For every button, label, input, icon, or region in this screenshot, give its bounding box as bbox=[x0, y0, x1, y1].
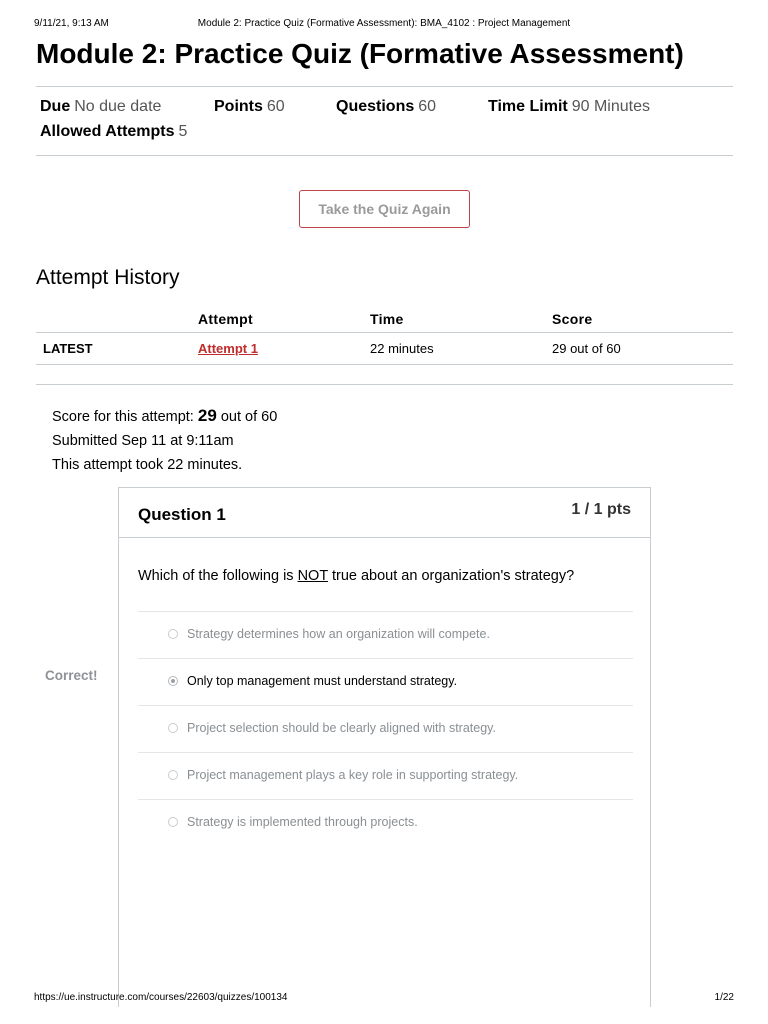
detail-questions bbox=[336, 98, 436, 116]
score-line bbox=[52, 404, 277, 429]
radio-button bbox=[168, 629, 178, 639]
detail-due-label: Due bbox=[40, 98, 71, 115]
question-text-after: true about an organization's strategy? bbox=[331, 568, 575, 584]
question-card bbox=[118, 487, 651, 1007]
detail-points bbox=[214, 98, 285, 116]
answer-option bbox=[138, 611, 633, 658]
detail-time-limit-label: Time Limit bbox=[488, 98, 568, 115]
score-value: 29 bbox=[197, 406, 217, 425]
question-text bbox=[138, 568, 574, 584]
answer-list bbox=[138, 611, 633, 846]
header-blank bbox=[36, 306, 198, 333]
print-date: 9/11/21, 9:13 AM bbox=[34, 18, 109, 29]
latest-tag: LATEST bbox=[36, 333, 198, 365]
answer-label: Only top management must understand strategy. bbox=[187, 674, 458, 688]
quiz-details bbox=[36, 86, 733, 156]
print-document-title: Module 2: Practice Quiz (Formative Assessment): BMA_4102 : Project Management bbox=[197, 18, 571, 29]
radio-button bbox=[168, 723, 178, 733]
detail-points-value: 60 bbox=[266, 98, 285, 115]
header-score: Score bbox=[552, 306, 733, 333]
answer-label: Project management plays a key role in supporting strategy. bbox=[187, 768, 519, 782]
answer-option bbox=[138, 705, 633, 752]
print-header bbox=[34, 18, 734, 32]
score-suffix: out of 60 bbox=[220, 409, 278, 425]
attempt-time: 22 minutes bbox=[370, 333, 552, 365]
question-text-emphasis: NOT bbox=[297, 568, 328, 584]
header-time: Time bbox=[370, 306, 552, 333]
detail-questions-label: Questions bbox=[336, 98, 415, 115]
correct-answer-flag: Correct! bbox=[30, 664, 120, 688]
detail-due-value: No due date bbox=[74, 98, 162, 115]
answer-option-selected bbox=[138, 658, 633, 705]
question-points: 1 / 1 pts bbox=[571, 501, 631, 518]
attempt-summary bbox=[52, 404, 277, 477]
attempt-history-table bbox=[36, 306, 733, 365]
radio-button bbox=[168, 817, 178, 827]
print-page-number: 1/22 bbox=[714, 992, 734, 1003]
section-divider bbox=[36, 384, 733, 385]
detail-questions-value: 60 bbox=[418, 98, 437, 115]
attempt-cell bbox=[198, 333, 370, 365]
detail-allowed-attempts bbox=[40, 123, 187, 141]
answer-label: Strategy determines how an organization will compete. bbox=[187, 627, 490, 641]
question-name: Question 1 bbox=[138, 505, 226, 524]
detail-attempts-label: Allowed Attempts bbox=[40, 123, 175, 140]
duration-line: This attempt took 22 minutes. bbox=[52, 457, 243, 473]
page-title: Module 2: Practice Quiz (Formative Assessment) bbox=[36, 38, 684, 69]
detail-due bbox=[40, 98, 161, 116]
attempt-1-link[interactable]: Attempt 1 bbox=[198, 341, 258, 356]
question-header bbox=[119, 488, 650, 538]
detail-attempts-value: 5 bbox=[178, 123, 188, 140]
answer-label: Strategy is implemented through projects. bbox=[187, 815, 418, 829]
detail-time-limit-value: 90 Minutes bbox=[571, 98, 650, 115]
answer-option bbox=[138, 799, 633, 846]
header-attempt: Attempt bbox=[198, 306, 370, 333]
radio-button-selected bbox=[168, 676, 178, 686]
radio-button bbox=[168, 770, 178, 780]
detail-points-label: Points bbox=[214, 98, 263, 115]
submitted-line: Submitted Sep 11 at 9:11am bbox=[52, 433, 234, 449]
detail-time-limit bbox=[488, 98, 650, 116]
print-url: https://ue.instructure.com/courses/22603/quizzes/100134 bbox=[34, 992, 288, 1003]
score-prefix: Score for this attempt: bbox=[52, 409, 194, 425]
question-text-before: Which of the following is bbox=[138, 568, 294, 584]
take-quiz-again-button[interactable]: Take the Quiz Again bbox=[299, 190, 470, 228]
table-row bbox=[36, 333, 733, 365]
answer-label: Project selection should be clearly aligned with strategy. bbox=[187, 721, 496, 735]
attempt-history-header-row bbox=[36, 306, 733, 333]
attempt-score: 29 out of 60 bbox=[552, 333, 733, 365]
answer-option bbox=[138, 752, 633, 799]
print-footer bbox=[34, 992, 734, 1006]
attempt-history-title: Attempt History bbox=[36, 266, 180, 289]
